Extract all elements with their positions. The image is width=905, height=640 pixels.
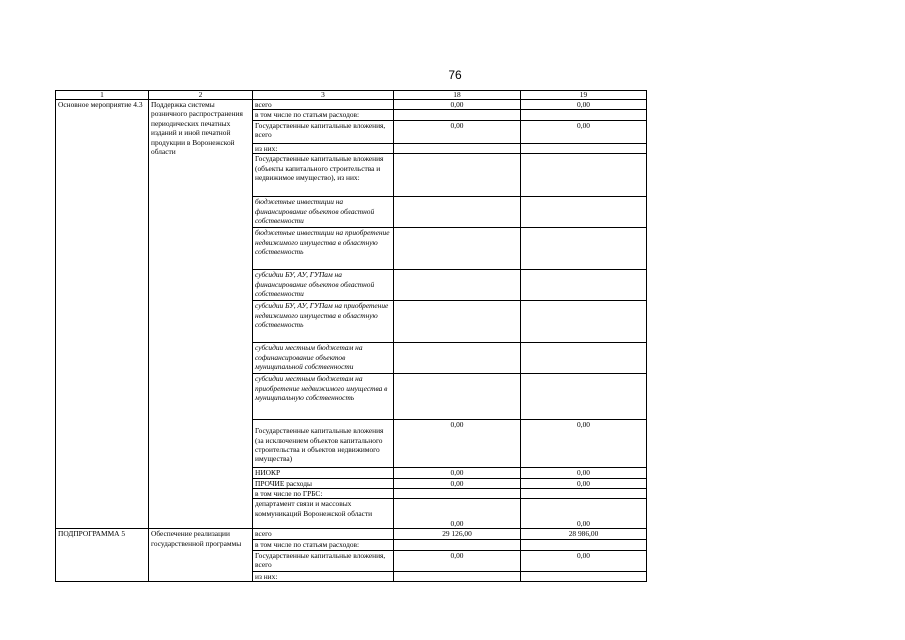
row-label: бюджетные инвестиции на приобретение недвижимого имущества в областную собственность [253, 228, 394, 270]
column-header: 19 [521, 91, 647, 100]
value-col-19 [521, 540, 647, 550]
row-label: департамент связи и массовых коммуникаций Воронежской области [253, 499, 394, 529]
value-col-19: 0,00 [521, 120, 647, 143]
value-col-18: 0,00 [394, 420, 521, 468]
row-label: в том числе по статьям расходов: [253, 540, 394, 550]
row-label: НИОКР [253, 468, 394, 478]
value-col-19 [521, 110, 647, 120]
value-col-18 [394, 540, 521, 550]
row-label: Государственные капитальные вложения, всего [253, 550, 394, 571]
block-code: Основное мероприятие 4.3 [56, 100, 149, 529]
value-col-19 [521, 489, 647, 499]
value-col-19 [521, 197, 647, 228]
value-col-18 [394, 154, 521, 197]
value-col-18: 0,00 [394, 468, 521, 478]
row-label: субсидии БУ, АУ, ГУПам на приобретение недвижимого имущества в областную собственность [253, 301, 394, 343]
value-col-19: 0,00 [521, 468, 647, 478]
value-col-18 [394, 489, 521, 499]
value-col-19 [521, 270, 647, 301]
block-name: Обеспечение реализации государственной программы [149, 529, 253, 582]
value-col-18 [394, 270, 521, 301]
column-header: 18 [394, 91, 521, 100]
row-label: из них: [253, 143, 394, 153]
row-label: всего [253, 529, 394, 540]
column-header: 2 [149, 91, 253, 100]
row-label: бюджетные инвестиции на финансирование объектов областной собственности [253, 197, 394, 228]
column-header: 3 [253, 91, 394, 100]
row-label: ПРОЧИЕ расходы [253, 478, 394, 488]
value-col-18: 0,00 [394, 478, 521, 488]
row-label: Государственные капитальные вложения (объекты капитального строительства и недвижимое имущество), из них: [253, 154, 394, 197]
value-col-19: 0,00 [521, 499, 647, 529]
value-col-19 [521, 301, 647, 343]
value-col-18 [394, 301, 521, 343]
value-col-18: 0,00 [394, 550, 521, 571]
value-col-18 [394, 110, 521, 120]
value-col-19 [521, 154, 647, 197]
row-label: всего [253, 100, 394, 110]
value-col-18 [394, 571, 521, 581]
row-label: из них: [253, 571, 394, 581]
value-col-19 [521, 571, 647, 581]
value-col-18 [394, 143, 521, 153]
row-label: субсидии БУ, АУ, ГУПам на финансирование объектов областной собственности [253, 270, 394, 301]
row-label: субсидии местным бюджетам на приобретение недвижимого имущества в муниципальную собственность [253, 374, 394, 420]
value-col-18: 0,00 [394, 120, 521, 143]
value-col-18 [394, 197, 521, 228]
value-col-18 [394, 374, 521, 420]
value-col-18 [394, 343, 521, 374]
column-header: 1 [56, 91, 149, 100]
value-col-19 [521, 143, 647, 153]
row-label: в том числе по ГРБС: [253, 489, 394, 499]
row-label: в том числе по статьям расходов: [253, 110, 394, 120]
value-col-18 [394, 228, 521, 270]
value-col-18: 0,00 [394, 100, 521, 110]
budget-table [55, 90, 647, 582]
value-col-19 [521, 343, 647, 374]
table-row [56, 100, 647, 110]
row-label: Государственные капитальные вложения (за исключением объектов капитального строительства и объектов недвижимого имущества) [253, 420, 394, 468]
value-col-18: 29 126,00 [394, 529, 521, 540]
value-col-18: 0,00 [394, 499, 521, 529]
value-col-19: 28 986,00 [521, 529, 647, 540]
value-col-19: 0,00 [521, 550, 647, 571]
block-code: ПОДПРОГРАММА 5 [56, 529, 149, 582]
row-label: субсидии местным бюджетам на софинансирование объектов муниципальной собственности [253, 343, 394, 374]
value-col-19 [521, 228, 647, 270]
page-number: 76 [448, 68, 462, 82]
value-col-19: 0,00 [521, 100, 647, 110]
column-header-row [56, 91, 647, 100]
value-col-19 [521, 374, 647, 420]
table-row [56, 529, 647, 540]
block-name: Поддержка системы розничного распространения периодических печатных изданий и иной печатной продукции в Воронежской области [149, 100, 253, 529]
value-col-19: 0,00 [521, 478, 647, 488]
row-label: Государственные капитальные вложения, всего [253, 120, 394, 143]
value-col-19: 0,00 [521, 420, 647, 468]
